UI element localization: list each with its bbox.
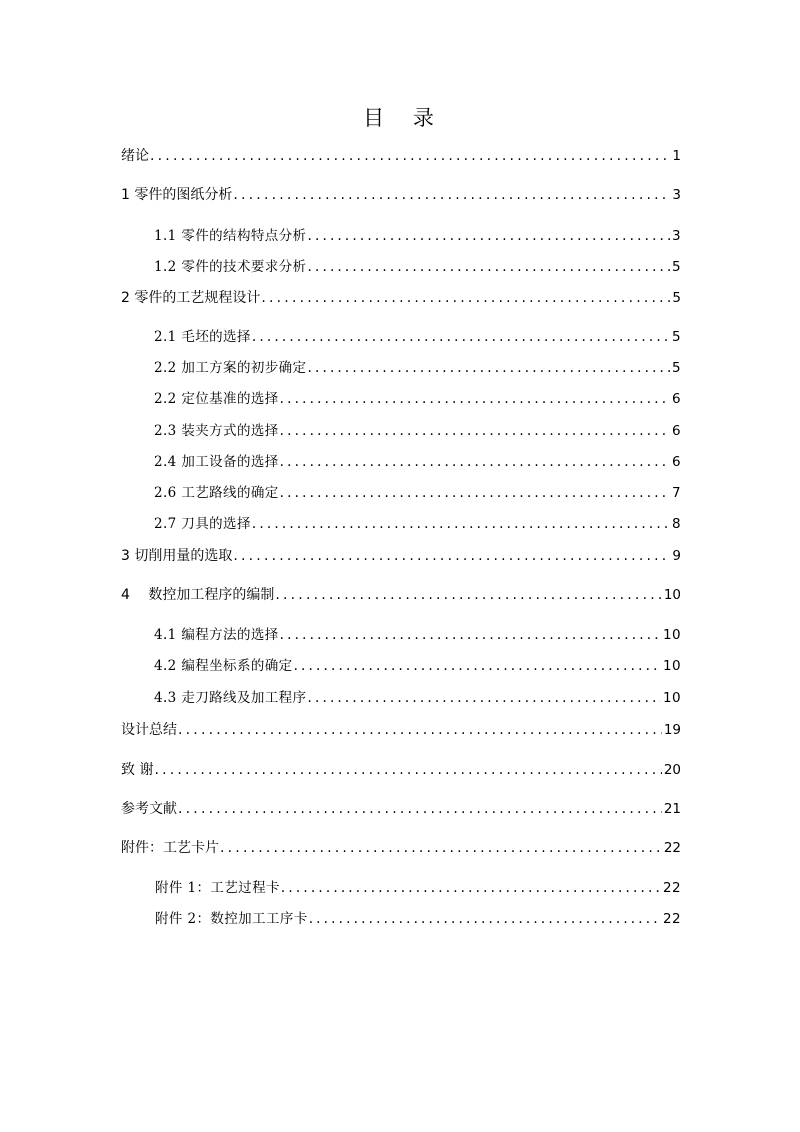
toc-entry-label: 4.3 走刀路线及加工程序 <box>154 690 307 706</box>
toc-page-number: 22 <box>663 911 681 927</box>
toc-entry-label: 4.2 编程坐标系的确定 <box>154 658 293 674</box>
toc-page-number: 10 <box>663 587 681 603</box>
toc-leader-dots <box>252 324 670 350</box>
toc-entry-section-2-1[interactable] <box>154 324 681 350</box>
toc-page-number: 6 <box>672 391 681 407</box>
toc-page-number: 10 <box>663 658 681 674</box>
toc-leader-dots <box>280 480 670 506</box>
toc-leader-dots <box>280 622 661 648</box>
toc-page-number: 5 <box>672 329 681 345</box>
toc-leader-dots <box>252 511 670 537</box>
toc-entry-label: 2.2 加工方案的初步确定 <box>154 360 307 376</box>
toc-page-number: 5 <box>672 290 681 306</box>
toc-entry-label: 附件 2：数控加工工序卡 <box>155 911 308 927</box>
toc-entry-introduction[interactable] <box>121 143 681 169</box>
toc-entry-section-2-4[interactable] <box>154 449 681 475</box>
toc-leader-dots <box>307 223 670 249</box>
page-title: 目 录 <box>363 106 445 130</box>
toc-page-number: 22 <box>663 840 681 856</box>
toc-entry-acknowledgements[interactable] <box>121 757 681 783</box>
toc-entry-label: 设计总结 <box>121 722 177 738</box>
toc-page-number: 6 <box>672 423 681 439</box>
toc-entry-chapter-4[interactable] <box>121 582 681 608</box>
toc-entry-chapter-2[interactable] <box>121 285 681 311</box>
toc-entry-references[interactable] <box>121 796 681 822</box>
toc-leader-dots <box>275 582 661 608</box>
toc-leader-dots <box>280 449 670 475</box>
toc-page-number: 21 <box>663 801 681 817</box>
toc-entry-label: 附件：工艺卡片 <box>121 840 219 856</box>
toc-entry-label: 2.4 加工设备的选择 <box>154 454 279 470</box>
toc-entry-label: 2.6 工艺路线的确定 <box>154 485 279 501</box>
toc-entry-label: 1.2 零件的技术要求分析 <box>154 259 307 275</box>
toc-entry-label: 附件 1：工艺过程卡 <box>155 880 280 896</box>
toc-entry-label: 3 切削用量的选取 <box>121 548 233 564</box>
toc-page-number: 3 <box>672 187 681 203</box>
toc-entry-section-4-1[interactable] <box>154 622 681 648</box>
toc-page-number: 5 <box>672 259 681 275</box>
toc-entry-appendix-2[interactable] <box>155 906 681 932</box>
toc-page-number: 8 <box>672 516 681 532</box>
toc-leader-dots <box>281 875 661 901</box>
toc-entry-chapter-3[interactable] <box>121 543 681 569</box>
toc-leader-dots <box>307 685 661 711</box>
toc-entry-label: 4.1 编程方法的选择 <box>154 627 279 643</box>
toc-entry-design-summary[interactable] <box>121 717 681 743</box>
toc-page-number: 3 <box>672 228 681 244</box>
toc-entry-label: 1.1 零件的结构特点分析 <box>154 228 307 244</box>
toc-entry-label: 绪论 <box>121 148 149 164</box>
toc-entry-section-4-2[interactable] <box>154 653 681 679</box>
toc-entry-label: 2.7 刀具的选择 <box>154 516 251 532</box>
toc-leader-dots <box>220 835 662 861</box>
toc-entry-section-2-7[interactable] <box>154 511 681 537</box>
toc-leader-dots <box>261 285 670 311</box>
toc-page-number: 6 <box>672 454 681 470</box>
toc-page-number: 5 <box>672 360 681 376</box>
toc-entry-section-2-3[interactable] <box>154 418 681 444</box>
toc-entry-chapter-1[interactable] <box>121 182 681 208</box>
toc-leader-dots <box>280 418 670 444</box>
toc-leader-dots <box>178 717 662 743</box>
toc-leader-dots <box>307 355 670 381</box>
toc-entry-appendix-1[interactable] <box>155 875 681 901</box>
toc-leader-dots <box>307 254 670 280</box>
toc-entry-label: 2 零件的工艺规程设计 <box>121 290 261 306</box>
toc-page-number: 9 <box>672 548 681 564</box>
toc-leader-dots <box>154 757 661 783</box>
toc-leader-dots <box>233 182 670 208</box>
toc-page-number: 10 <box>663 690 681 706</box>
toc-entry-label: 1 零件的图纸分析 <box>121 187 233 203</box>
toc-page-number: 7 <box>672 485 681 501</box>
toc-entry-label: 4 数控加工程序的编制 <box>121 587 275 603</box>
toc-entry-section-1-2[interactable] <box>154 254 681 280</box>
toc-entry-section-4-3[interactable] <box>154 685 681 711</box>
toc-entry-label: 2.3 装夹方式的选择 <box>154 423 279 439</box>
toc-leader-dots <box>294 653 661 679</box>
toc-page-number: 22 <box>663 880 681 896</box>
toc-leader-dots <box>280 386 670 412</box>
toc-page-number: 19 <box>663 722 681 738</box>
toc-entry-section-1-1[interactable] <box>154 223 681 249</box>
toc-page-number: 1 <box>672 148 681 164</box>
toc-leader-dots <box>309 906 661 932</box>
toc-entry-section-2-6[interactable] <box>154 480 681 506</box>
toc-page-number: 10 <box>663 627 681 643</box>
toc-entry-label: 参考文献 <box>121 801 177 817</box>
toc-entry-label: 致 谢 <box>121 762 154 778</box>
toc-entry-appendix[interactable] <box>121 835 681 861</box>
toc-entry-label: 2.2 定位基准的选择 <box>154 391 279 407</box>
toc-entry-section-2-2b[interactable] <box>154 386 681 412</box>
toc-leader-dots <box>150 143 670 169</box>
toc-entry-section-2-2a[interactable] <box>154 355 681 381</box>
toc-entry-label: 2.1 毛坯的选择 <box>154 329 251 345</box>
toc-page-number: 20 <box>663 762 681 778</box>
toc-leader-dots <box>178 796 662 822</box>
toc-leader-dots <box>233 543 670 569</box>
